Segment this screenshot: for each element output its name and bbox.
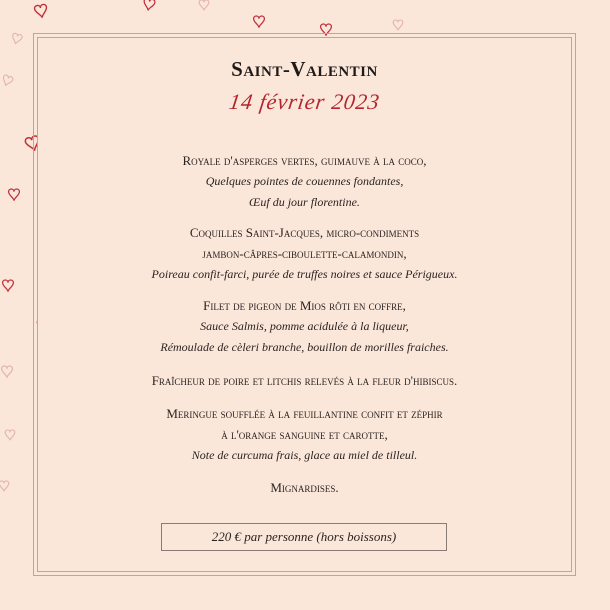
course-line: Filet de pigeon de Mios rôti en coffre, [203,298,406,313]
heart-icon [199,0,209,10]
heart-icon [34,4,48,19]
menu-date: 14 février 2023 [227,89,382,114]
heart-icon [0,481,9,491]
course-line: Mignardises. [270,480,339,495]
course-line: Royale d'asperges vertes, guimauve à la coco, [182,153,427,168]
course-mignardises [37,477,572,498]
heart-icon [254,16,265,28]
heart-icon [1,74,14,87]
course-line: Meringue soufflée à la feuillantine confit et zéphir [166,406,443,421]
heart-icon [11,33,23,46]
course-line: à l'orange sanguine et carotte, [221,427,388,442]
course-line: Poireau confit-farci, purée de truffes noires et sauce Périgueux. [151,267,458,281]
heart-icon [143,0,156,11]
course-line: Coquilles Saint-Jacques, micro-condiments [189,225,420,240]
course-pigeon [37,295,572,358]
course-dessert [37,403,572,466]
course-starter [37,150,572,213]
heart-icon [5,430,15,440]
course-line: Fraîcheur de poire et litchis relevés à la fleur d'hibiscus. [151,373,458,388]
course-line: Sauce Salmis, pomme acidulée à la liqueur, [200,319,409,333]
course-line: Quelques pointes de couennes fondantes, [205,174,404,188]
price-box: 220 € par personne (hors boissons) [161,523,447,551]
heart-icon [393,20,403,30]
heart-icon [2,366,13,378]
course-line: jambon-câpres-ciboulette-calamondin, [202,246,407,261]
heart-icon [3,280,14,292]
menu-title: Saint-Valentin [231,57,378,81]
heart-icon [9,189,20,201]
course-line: Rémoulade de cèleri branche, bouillon de morilles fraiches. [160,340,449,354]
course-line: Œuf du jour florentine. [249,195,360,209]
course-pre-dessert [37,370,572,391]
course-line: Note de curcuma frais, glace au miel de tilleul. [191,448,418,462]
course-scallops [37,222,572,285]
